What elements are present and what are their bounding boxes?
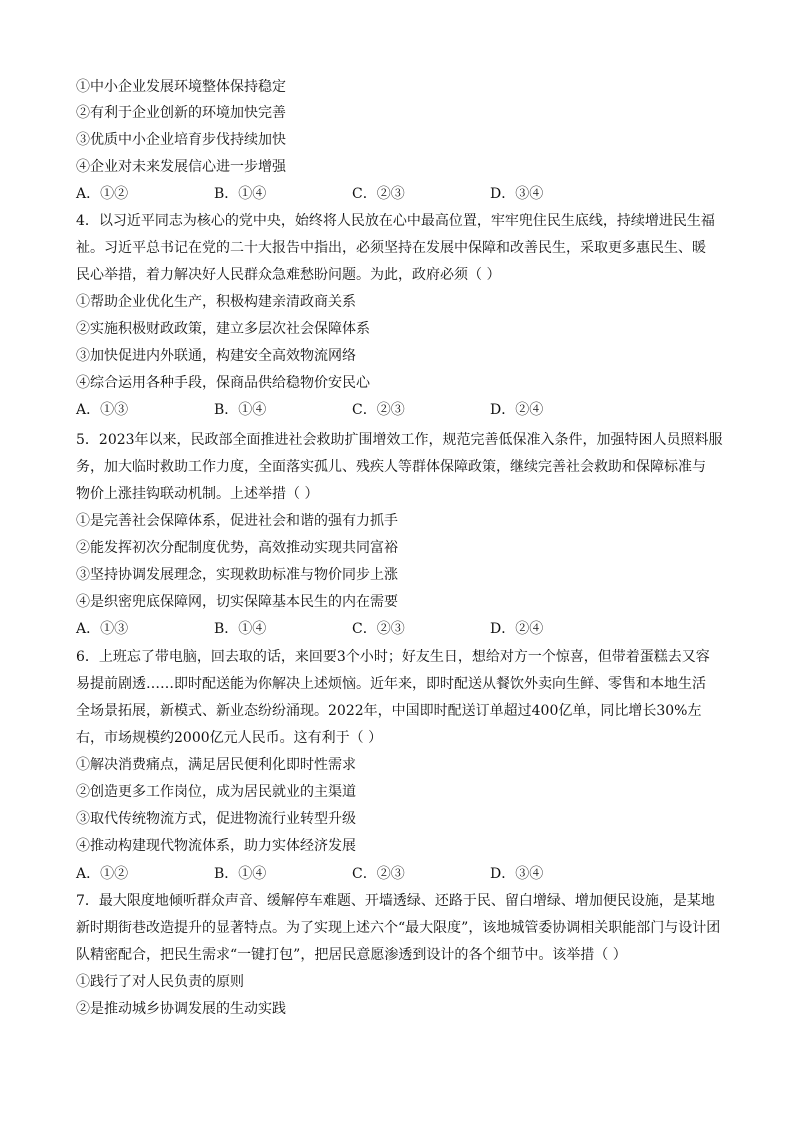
q6-choice-1: ①解决消费痛点，满足居民便利化即时性需求	[76, 757, 356, 773]
q4-option-d[interactable]: D．②④	[490, 402, 544, 418]
q3-option-c[interactable]: C．②③	[352, 186, 405, 202]
q5-choice-1: ①是完善社会保障体系，促进社会和谐的强有力抓手	[76, 513, 398, 529]
q7-choice-1: ①践行了对人民负责的原则	[76, 974, 244, 990]
q5-choice-4: ④是织密兜底保障网，切实保障基本民生的内在需要	[76, 594, 398, 610]
q6-stem-line-4: 右，市场规模约2000亿元人民币。这有利于（ ）	[76, 730, 383, 746]
q3-option-a[interactable]: A．①②	[76, 186, 129, 202]
q5-option-d[interactable]: D．②④	[490, 621, 544, 637]
q4-option-b[interactable]: B．①④	[214, 402, 267, 418]
q3-choice-1: ①中小企业发展环境整体保持稳定	[76, 79, 286, 95]
q6-stem-line-2: 易提前剧透……即时配送能为你解决上述烦恼。近年来，即时配送从餐饮外卖向生鲜、零售和本地生活	[76, 676, 706, 692]
q7-stem-line-3: 队精密配合，把民生需求“一键打包”，把居民意愿渗透到设计的各个细节中。该举措（ ）	[76, 947, 627, 963]
q4-stem-line-3: 民心举措，着力解决好人民群众急难愁盼问题。为此，政府必须（ ）	[76, 267, 501, 283]
q5-option-b[interactable]: B．①④	[214, 621, 267, 637]
q3-option-d[interactable]: D．③④	[490, 186, 544, 202]
q6-stem-line-3: 全场景拓展，新模式、新业态纷纷涌现。2022年，中国即时配送订单超过400亿单，同比增长30%左	[76, 703, 702, 719]
q5-choice-2: ②能发挥初次分配制度优势，高效推动实现共同富裕	[76, 540, 398, 556]
q5-stem-line-3: 物价上涨挂钩联动机制。上述举措（ ）	[76, 486, 319, 502]
q5-stem-line-2: 务，加大临时救助工作力度，全面落实孤儿、残疾人等群体保障政策，继续完善社会救助和保障标准与	[76, 459, 706, 475]
q6-option-b[interactable]: B．①④	[214, 866, 267, 882]
q7-choice-2: ②是推动城乡协调发展的生动实践	[76, 1001, 286, 1017]
q4-choice-4: ④综合运用各种手段，保商品供给稳物价安民心	[76, 375, 370, 391]
q7-stem-line-1: 7．最大限度地倾听群众声音、缓解停车难题、开墙透绿、还路于民、留白增绿、增加便民设施，是某地	[76, 893, 715, 909]
q6-option-d[interactable]: D．③④	[490, 866, 544, 882]
q4-option-c[interactable]: C．②③	[352, 402, 405, 418]
q6-option-c[interactable]: C．②③	[352, 866, 405, 882]
q4-choice-1: ①帮助企业优化生产，积极构建亲清政商关系	[76, 294, 356, 310]
q6-choice-2: ②创造更多工作岗位，成为居民就业的主渠道	[76, 784, 356, 800]
q6-stem-line-1: 6．上班忘了带电脑，回去取的话，来回要3个小时；好友生日，想给对方一个惊喜，但带着蛋糕去又容	[76, 649, 710, 665]
q7-stem-line-2: 新时期街巷改造提升的显著特点。为了实现上述六个“最大限度”，该地城管委协调相关职能部门与设计团	[76, 920, 721, 936]
q3-choice-3: ③优质中小企业培育步伐持续加快	[76, 132, 286, 148]
q6-choice-3: ③取代传统物流方式，促进物流行业转型升级	[76, 811, 356, 827]
q5-choice-3: ③坚持协调发展理念，实现救助标准与物价同步上涨	[76, 567, 398, 583]
q5-stem-line-1: 5．2023年以来，民政部全面推进社会救助扩围增效工作，规范完善低保准入条件，加强特困人员照料服	[76, 432, 723, 448]
q4-stem-line-2: 祉。习近平总书记在党的二十大报告中指出，必须坚持在发展中保障和改善民生，采取更多惠民生、暖	[76, 240, 706, 256]
q6-option-a[interactable]: A．①②	[76, 866, 129, 882]
q4-option-a[interactable]: A．①③	[76, 402, 129, 418]
q3-choice-4: ④企业对未来发展信心进一步增强	[76, 159, 286, 175]
q4-stem-line-1: 4．以习近平同志为核心的党中央，始终将人民放在心中最高位置，牢牢兜住民生底线，持续增进民生福	[76, 213, 715, 229]
q3-option-b[interactable]: B．①④	[214, 186, 267, 202]
q3-choice-2: ②有利于企业创新的环境加快完善	[76, 105, 286, 121]
q5-option-a[interactable]: A．①③	[76, 621, 129, 637]
q4-choice-3: ③加快促进内外联通，构建安全高效物流网络	[76, 348, 356, 364]
q5-option-c[interactable]: C．②③	[352, 621, 405, 637]
q6-choice-4: ④推动构建现代物流体系，助力实体经济发展	[76, 838, 356, 854]
q4-choice-2: ②实施积极财政政策，建立多层次社会保障体系	[76, 321, 370, 337]
